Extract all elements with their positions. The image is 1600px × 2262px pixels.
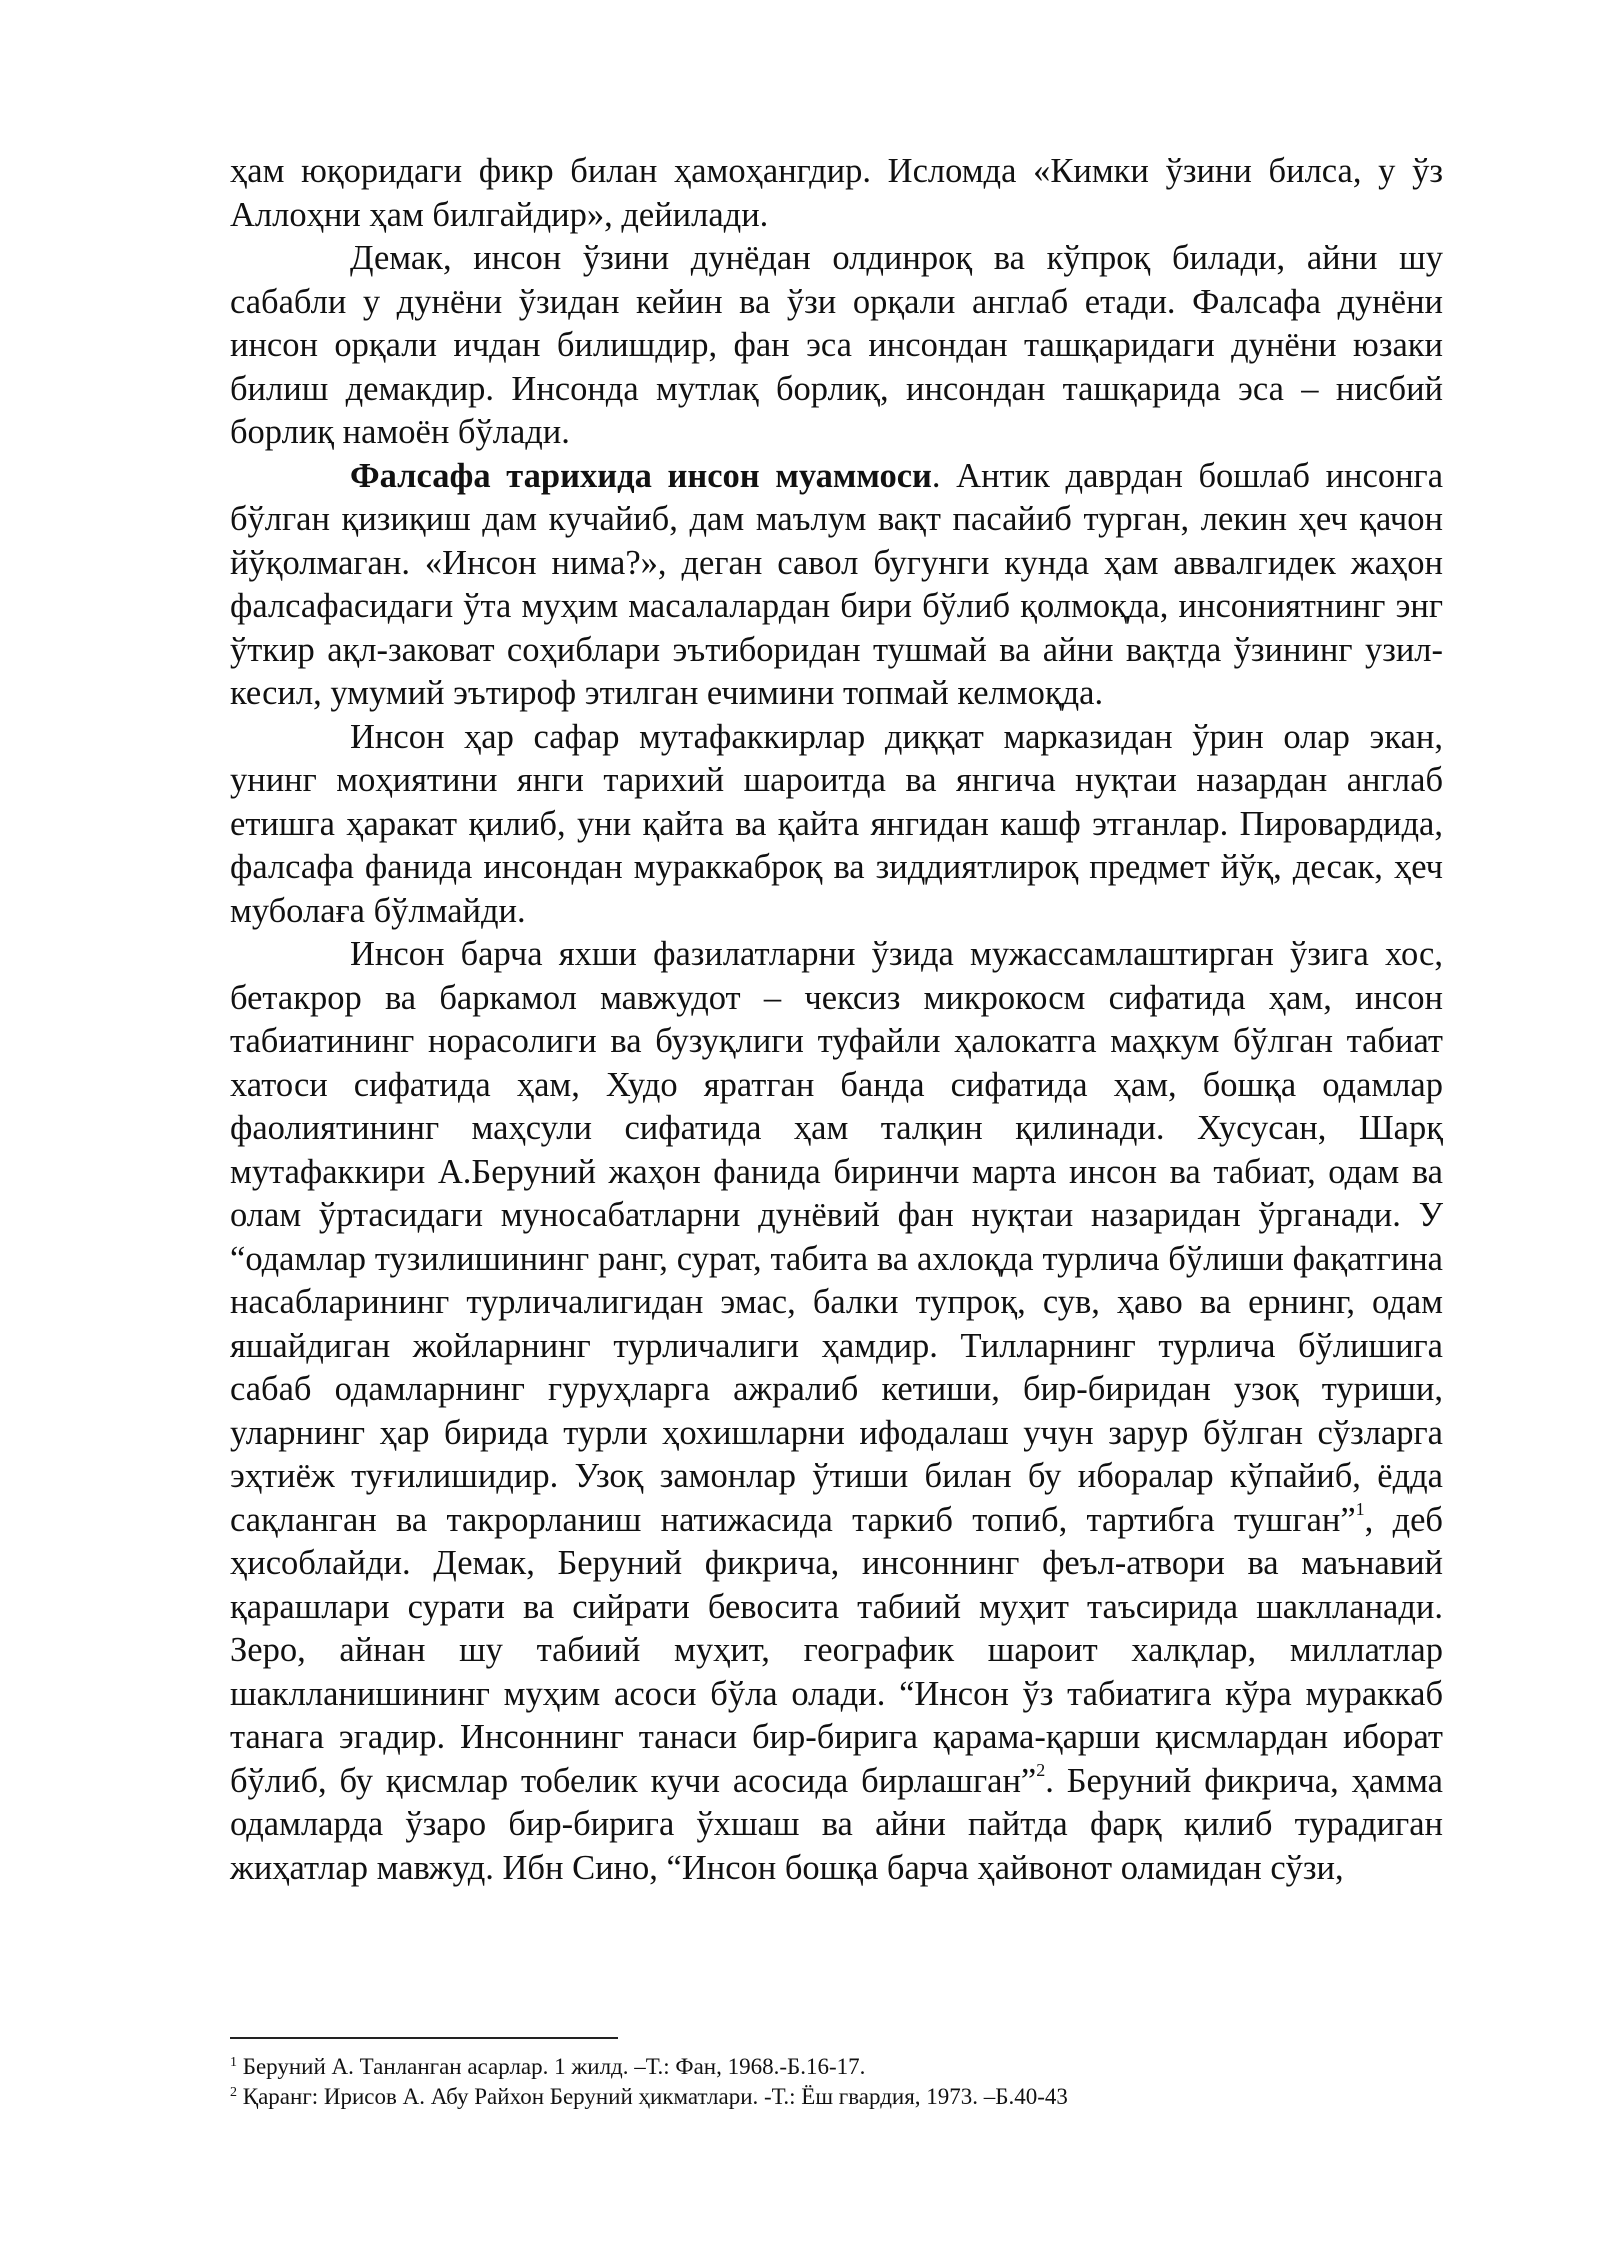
- paragraph-5-part-b: , деб ҳисоблайди. Демак, Беруний фикрича, инсоннинг феъл-атвори ва маънавий қарашлари сурати ва сийрати бевосита табиий муҳит таъсирида шаклланади. Зеро, айнан шу табиий муҳит, географик шароит халқлар, миллатлар шаклланишининг муҳим асоси бўла олади. “Инсон ўз табиатига кўра мураккаб танага эгадир. Инсоннинг танаси бир-бирига қарама-қарши қисмлардан иборат бўлиб, бу қисмлар тобелик кучи асосида бирлашган”: [230, 1500, 1443, 1800]
- paragraph-5: [230, 933, 1443, 1890]
- footnote-1-number: 1: [230, 2055, 237, 2070]
- document-body: [230, 150, 1443, 1890]
- footnote-separator: [230, 2037, 618, 2039]
- footnote-1: [230, 2052, 1443, 2082]
- paragraph-3-text: . Антик даврдан бошлаб инсонга бўлган қизиқиш дам кучайиб, дам маълум вақт пасайиб турган, лекин ҳеч қачон йўқолмаган. «Инсон нима?», деган савол бугунги кунда ҳам аввалгидек жаҳон фалсафасидаги ўта муҳим масалалардан бири бўлиб қолмоқда, инсониятнинг энг ўткир ақл-заковат соҳиблари эътиборидан тушмай ва айни вақтда ўзининг узил-кесил, умумий эътироф этилган ечимини топмай келмоқда.: [230, 456, 1444, 712]
- paragraph-5-part-a: Инсон барча яхши фазилатларни ўзида мужассамлаштирган ўзига хос, бетакрор ва баркамол мавжудот – чексиз микрокосм сифатида ҳам, инсон табиатининг норасолиги ва бузуқлиги туфайли ҳалокатга маҳкум бўлган табиат хатоси сифатида ҳам, Худо яратган банда сифатида ҳам, бошқа одамлар фаолиятининг маҳсули сифатида ҳам талқин қилинади. Хусусан, Шарқ мутафаккири А.Беруний жаҳон фанида биринчи марта инсон ва табиат, одам ва олам ўртасидаги муносабатларни дунёвий фан нуқтаи назаридан ўрганади. У “одамлар тузилишининг ранг, сурат, табита ва ахлоқда турлича бўлиши фақатгина насабларининг турличалигидан эмас, балки тупроқ, сув, ҳаво ва ернинг, одам яшайдиган жойларнинг турличалиги ҳамдир. Тилларнинг турлича бўлишига сабаб одамларнинг гуруҳларга ажралиб кетиши, бир-биридан узоқ туриши, уларнинг ҳар бирида турли ҳохишларни ифодалаш учун зарур бўлган сўзларга эҳтиёж туғилишидир. Узоқ замонлар ўтиши билан бу иборалар кўпайиб, ёдда сақланган ва такрорланиш натижасида таркиб топиб, тартибга тушган”: [230, 935, 1443, 1539]
- paragraph-2: Демак, инсон ўзини дунёдан олдинроқ ва кўпроқ билади, айни шу сабабли у дунёни ўзидан кейин ва ўзи орқали англаб етади. Фалсафа дунёни инсон орқали ичдан билишдир, фан эса инсондан ташқаридаги дунёни юзаки билиш демакдир. Инсонда мутлақ борлиқ, инсондан ташқарида эса – нисбий борлиқ намоён бўлади.: [230, 239, 1443, 451]
- footnotes: [230, 2052, 1443, 2112]
- paragraph-4: Инсон ҳар сафар мутафаккирлар диққат марказидан ўрин олар экан, унинг моҳиятини янги тарихий шароитда ва янгича нуқтаи назардан англаб етишга ҳаракат қилиб, уни қайта ва қайта янгидан кашф этганлар. Пировардида, фалсафа фанида инсондан мураккаброқ ва зиддиятлироқ предмет йўқ, десак, ҳеч муболаға бўлмайди.: [230, 717, 1443, 930]
- footnote-1-text: Беруний А. Танланган асарлар. 1 жилд. –Т.: Фан, 1968.-Б.16-17.: [237, 2054, 866, 2079]
- footnote-2: [230, 2082, 1443, 2112]
- footnote-2-number: 2: [230, 2085, 237, 2100]
- footnote-ref-1: 1: [1355, 1498, 1365, 1519]
- footnote-2-text: Қаранг: Ирисов А. Абу Райхон Беруний ҳикматлари. -Т.: Ёш гвардия, 1973. –Б.40-43: [237, 2084, 1068, 2109]
- paragraph-5-part-c: . Беруний фикрича, ҳамма одамларда ўзаро бир-бирига ўхшаш ва айни пайтда фарқ қилиб турадиган жиҳатлар мавжуд. Ибн Сино, “Инсон бошқа барча ҳайвонот оламидан сўзи,: [230, 1761, 1443, 1887]
- paragraph-3: [230, 455, 1443, 716]
- footnote-ref-2: 2: [1036, 1759, 1046, 1780]
- paragraph-1: ҳам юқоридаги фикр билан ҳамоҳангдир. Исломда «Кимки ўзини билса, у ўз Аллоҳни ҳам билгайдир», дейилади.: [230, 152, 1443, 234]
- section-heading: Фалсафа тарихида инсон муаммоси: [350, 456, 932, 495]
